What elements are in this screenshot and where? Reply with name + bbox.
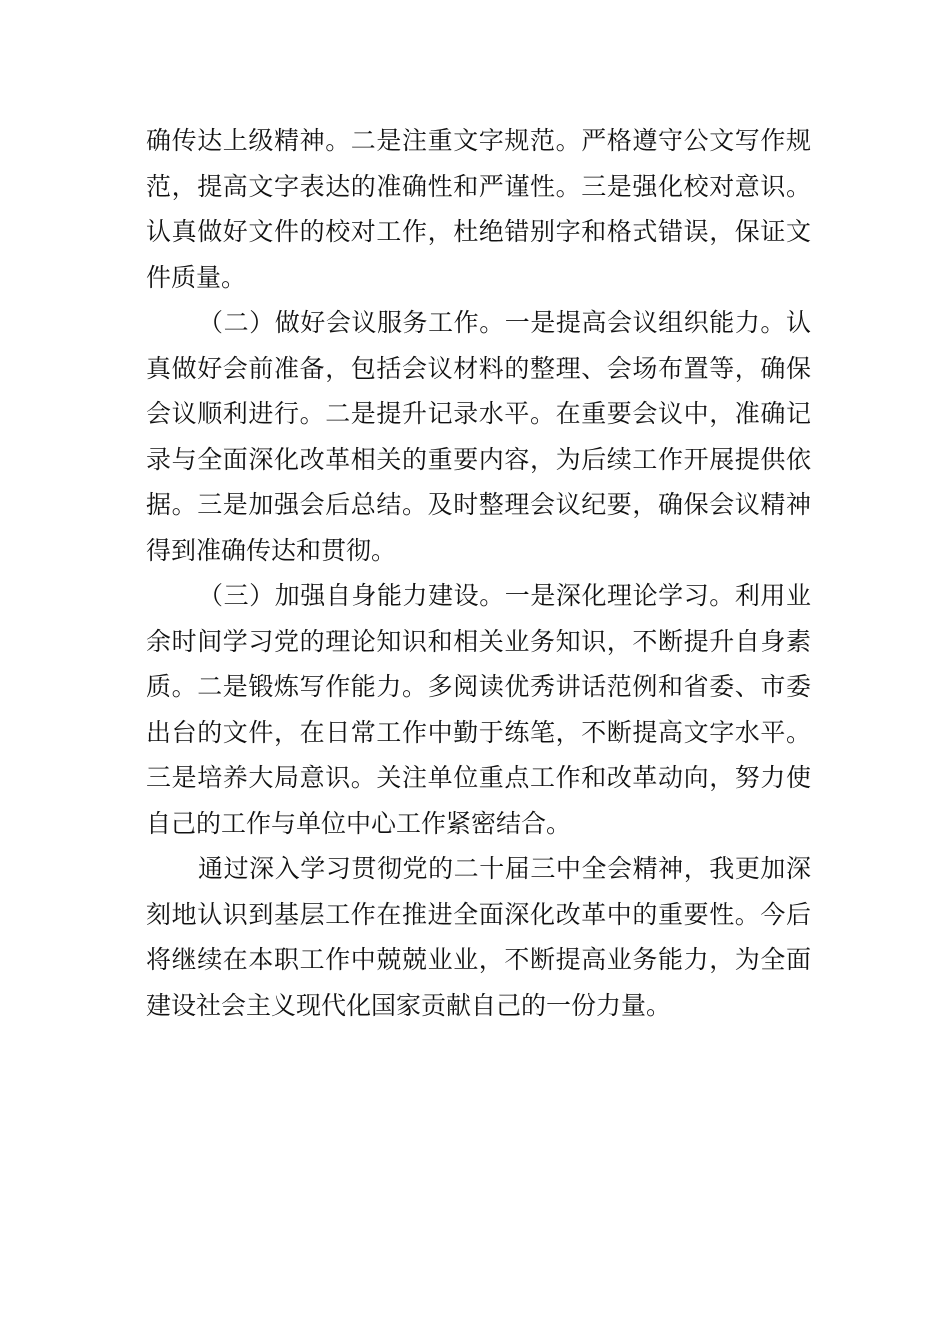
text-line: 刻地认识到基层工作在推进全面深化改革中的重要性。今后 <box>146 899 811 929</box>
text-line: 件质量。 <box>146 262 247 292</box>
document-page <box>146 118 811 1028</box>
text-line: 确传达上级精神。二是注重文字规范。严格遵守公文写作规 <box>146 126 811 155</box>
paragraph-conclusion <box>146 846 811 1028</box>
text-line: 得到准确传达和贯彻。 <box>146 535 397 565</box>
paragraph-writing-standards <box>146 118 811 300</box>
text-line: 真做好会前准备，包括会议材料的整理、会场布置等，确保 <box>146 353 811 383</box>
text-line: 范，提高文字表达的准确性和严谨性。三是强化校对意识。 <box>146 171 811 201</box>
paragraph-meeting-service <box>146 300 811 573</box>
text-line: 建设社会主义现代化国家贡献自己的一份力量。 <box>146 990 672 1020</box>
text-line: 将继续在本职工作中兢兢业业，不断提高业务能力，为全面 <box>146 945 811 974</box>
text-line: 质。二是锻炼写作能力。多阅读优秀讲话范例和省委、市委 <box>146 672 811 701</box>
text-line: 余时间学习党的理论知识和相关业务知识，不断提升自身素 <box>146 626 811 656</box>
paragraph-self-capacity <box>146 573 811 846</box>
text-line: 录与全面深化改革相关的重要内容，为后续工作开展提供依 <box>146 444 811 474</box>
text-line: 通过深入学习贯彻党的二十届三中全会精神，我更加深 <box>198 854 811 883</box>
text-line: 三是培养大局意识。关注单位重点工作和改革动向，努力使 <box>146 763 811 792</box>
text-line: （三）加强自身能力建设。一是深化理论学习。利用业 <box>198 581 811 610</box>
text-line: 据。三是加强会后总结。及时整理会议纪要，确保会议精神 <box>146 490 811 519</box>
text-line: （二）做好会议服务工作。一是提高会议组织能力。认 <box>198 308 811 337</box>
text-line: 自己的工作与单位中心工作紧密结合。 <box>146 808 572 838</box>
text-line: 认真做好文件的校对工作，杜绝错别字和格式错误，保证文 <box>146 217 811 246</box>
text-line: 出台的文件，在日常工作中勤于练笔，不断提高文字水平。 <box>146 717 811 747</box>
text-line: 会议顺利进行。二是提升记录水平。在重要会议中，准确记 <box>146 399 811 428</box>
